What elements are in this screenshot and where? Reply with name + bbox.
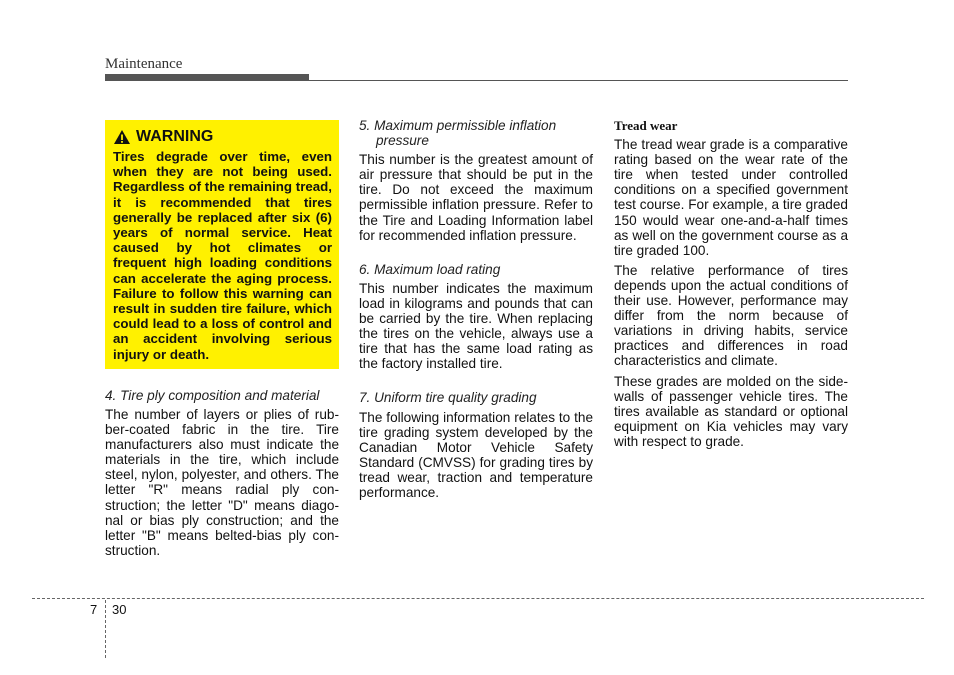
warning-heading: [113, 129, 332, 145]
section-heading-ply: 4. Tire ply composition and material: [105, 387, 320, 403]
treadwear-paragraph-2: The relative performance of tires depends upon the actual conditions of their use. However, performance may differ from the norm because of variations in driving habits, service practices and differences in road characteristics and climate.: [614, 262, 848, 369]
section-header-title: Maintenance: [105, 56, 183, 72]
section-body-load: This number indicates the maximum load in kilograms and pounds that can be carried by the tire. When replacing the tires on the vehicle, always use a tire that has the same load rating as the factory installed tire.: [359, 280, 593, 372]
section-heading-treadwear: Tread wear: [614, 118, 678, 133]
warning-box: [105, 120, 339, 369]
column-middle: [359, 118, 593, 500]
warning-body: Tires degrade over time, even when they are not being used. Regardless of the remaining tread, it is recommended that tires generally be replaced after six (6) years of normal service. Heat caused by hot climates or frequent high loading conditions can accelerate the aging process. Failure to follow this warning can result in sudden tire failure, which could lead to a loss of control and an accident involving serious injury or death.: [113, 149, 332, 362]
column-right: [614, 118, 848, 449]
section-body-ply: The number of layers or plies of rubber-coated fabric in the tire. Tire manufacturers also must indicate the materials in the tire, which include steel, nylon, polyester, and others. The letter "R" means radial ply construction; the letter "D" means diagonal or bias ply construction; and the letter "B" means belted-bias ply construction.: [105, 406, 339, 558]
warning-title: WARNING: [136, 128, 214, 146]
section-body-inflation: This number is the greatest amount of air pressure that should be put in the tire. Do not exceed the maximum permissible inflation pressure. Refer to the Tire and Loading Information label for recommended inflation pressure.: [359, 152, 593, 243]
section-body-grading: The following information relates to the tire grading system developed by the Canadian Motor Vehicle Safety Standard (CMVSS) for grading tires by tread wear, traction and temperature performance.: [359, 409, 593, 500]
column-left: [105, 118, 339, 558]
page-number: 30: [112, 602, 127, 617]
treadwear-paragraph-3: These grades are molded on the side-walls of passenger vehicle tires. The tires available as standard or optional equipment on Kia vehicles may vary with respect to grade.: [614, 373, 848, 449]
footer-dashed-divider: [105, 600, 106, 658]
section-heading-grading: 7. Uniform tire quality grading: [359, 390, 537, 406]
header-rule-thick: [105, 74, 309, 81]
footer-dashed-rule: [32, 598, 924, 599]
treadwear-paragraph-1: The tread wear grade is a comparative rating based on the wear rate of the tire when tested under controlled conditions on a specified government test course. For example, a tire graded 150 would wear one-and-a-half times as well on the government course as a tire graded 100.: [614, 137, 848, 258]
section-heading-load: 6. Maximum load rating: [359, 261, 501, 277]
page-chapter-number: 7: [90, 602, 98, 617]
section-heading-inflation: 5. Maximum permissible inflation pressure: [359, 118, 557, 149]
header-rule-thin: [309, 80, 848, 81]
warning-triangle-icon: [113, 129, 131, 145]
